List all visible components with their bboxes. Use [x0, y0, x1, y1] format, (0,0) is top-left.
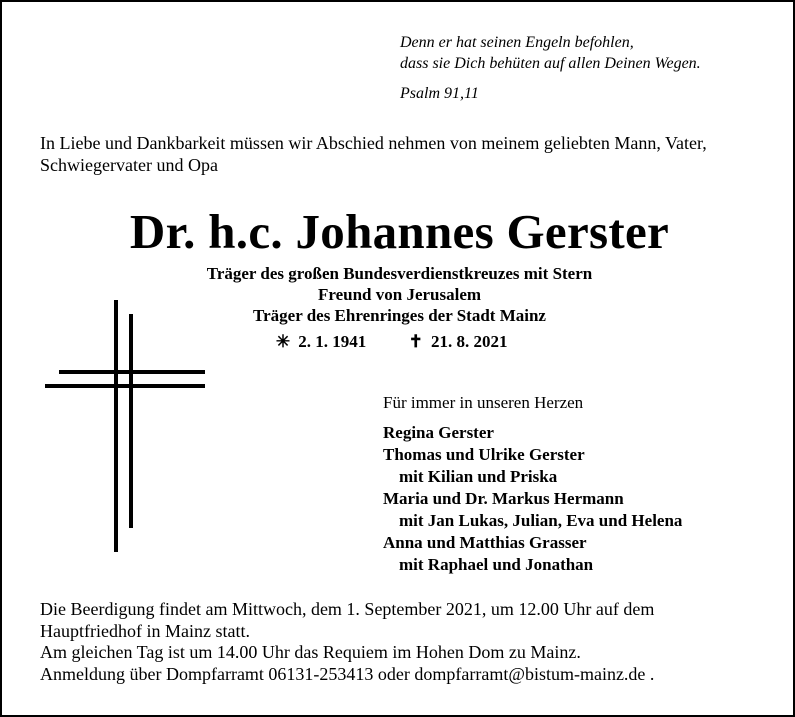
life-dates [272, 331, 508, 352]
birth-star-icon: ✳ [275, 332, 291, 351]
psalm-quote [400, 32, 701, 104]
psalm-line-2: dass sie Dich behüten auf allen Deinen Wegen. [400, 55, 701, 72]
intro-text: In Liebe und Dankbarkeit müssen wir Abschied nehmen von meinem geliebten Mann, Vater, Schwiegervater und Opa [40, 133, 707, 175]
mourner-line: mit Jan Lukas, Julian, Eva und Helena [399, 511, 683, 530]
mourner-line: mit Kilian und Priska [399, 467, 558, 486]
mourner-line: Maria und Dr. Markus Hermann [383, 489, 624, 508]
mourner-line: Regina Gerster [383, 423, 494, 442]
title-line: Träger des großen Bundesverdienstkreuzes mit Stern [206, 264, 593, 283]
psalm-reference: Psalm 91,11 [400, 85, 479, 102]
death-date: 21. 8. 2021 [431, 332, 508, 351]
funeral-line: Anmeldung über Dompfarramt 06131-253413 oder dompfarramt@bistum-mainz.de . [40, 663, 655, 684]
mourner-line: Anna und Matthias Grasser [383, 533, 587, 552]
cross-icon [45, 300, 205, 552]
mourner-line: mit Raphael und Jonathan [399, 555, 594, 574]
mourner-line: Thomas und Ulrike Gerster [383, 445, 585, 464]
mourners-list [383, 392, 682, 576]
birth-date: 2. 1. 1941 [298, 332, 367, 351]
funeral-line: Am gleichen Tag ist um 14.00 Uhr das Requiem im Hohen Dom zu Mainz. [40, 642, 581, 662]
psalm-line-1: Denn er hat seinen Engeln befohlen, [400, 34, 634, 51]
funeral-line: Die Beerdigung findet am Mittwoch, dem 1. September 2021, um 12.00 Uhr auf dem [40, 599, 655, 619]
deceased-name: Dr. h.c. Johannes Gerster [129, 204, 670, 259]
mourners-heading: Für immer in unseren Herzen [383, 393, 584, 412]
title-line: Freund von Jerusalem [317, 285, 482, 304]
title-line: Träger des Ehrenringes der Stadt Mainz [253, 306, 546, 325]
funeral-details [40, 599, 780, 685]
funeral-line: Hauptfriedhof in Mainz statt. [40, 620, 250, 641]
death-cross-icon: ✝ [408, 332, 423, 351]
